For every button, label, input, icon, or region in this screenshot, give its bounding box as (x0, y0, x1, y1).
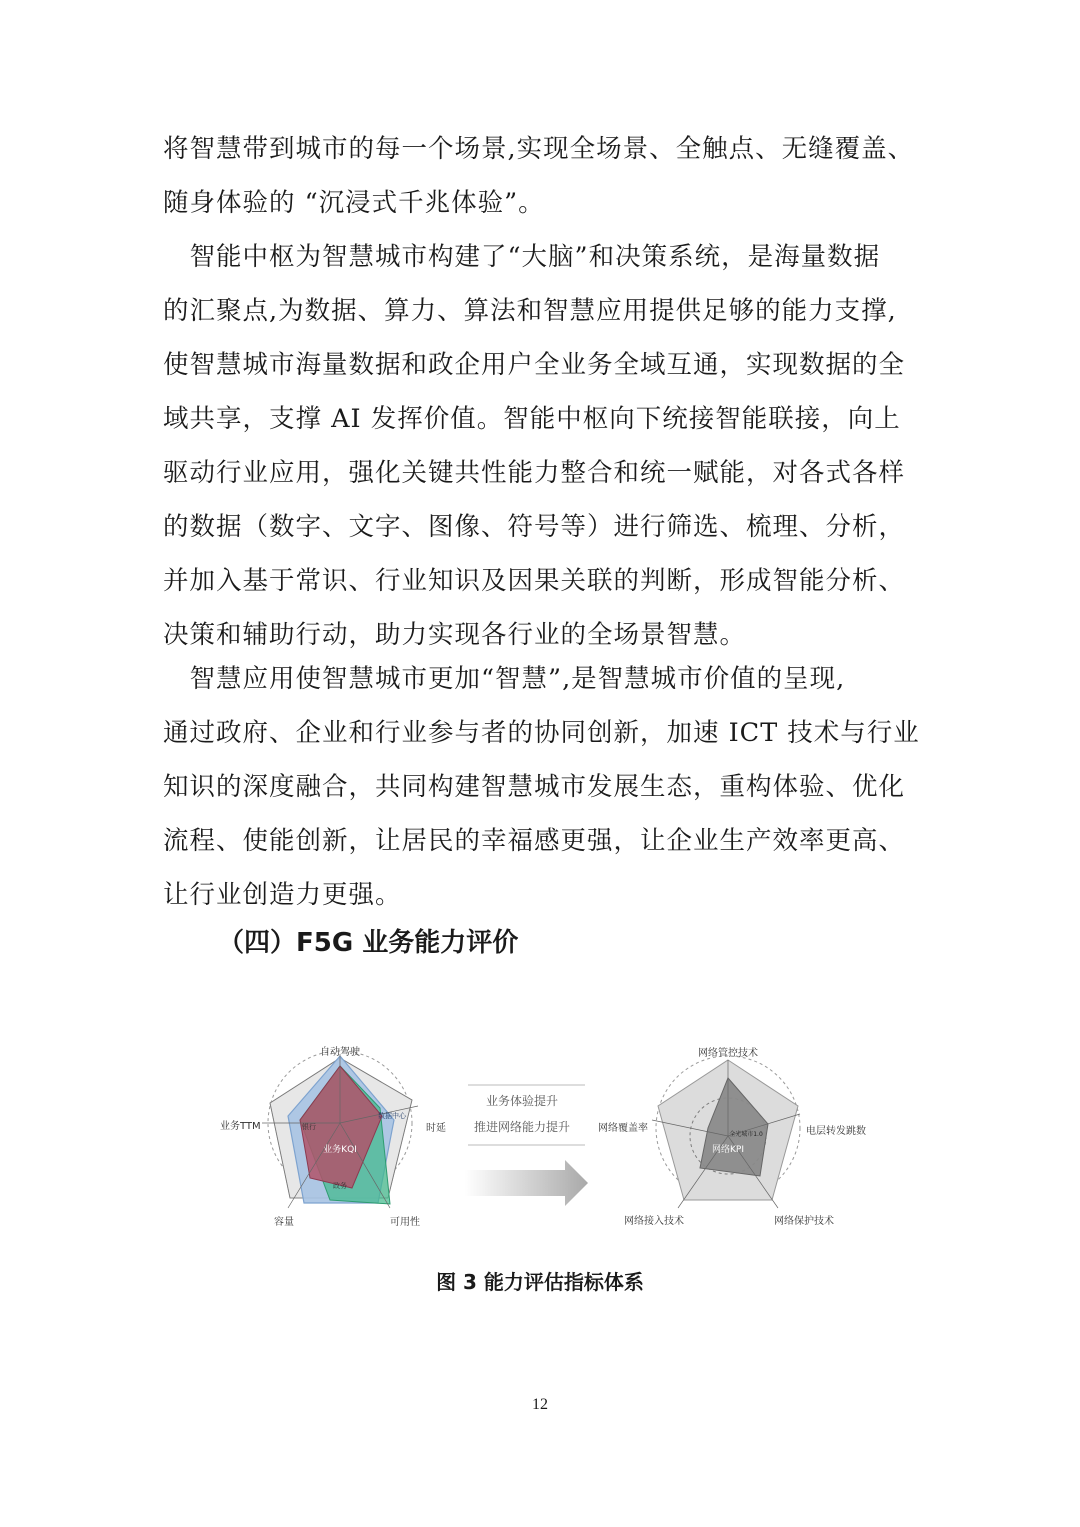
axis-label-coverage: 网络覆盖率 (598, 1123, 648, 1134)
text-line: 随身体验的 “沉浸式千兆体验”。 (163, 188, 545, 218)
text-line: 让行业创造力更强。 (163, 880, 402, 910)
text-line: 驱动行业应用，强化关键共性能力整合和统一赋能，对各式各样 (163, 458, 906, 488)
axis-label-network-control: 网络管控技术 (698, 1048, 758, 1059)
text-line: 的汇聚点,为数据、算力、算法和智慧应用提供足够的能力支撑, (163, 296, 897, 326)
paragraph-1 (163, 122, 923, 230)
text-line: 域共享，支撑 AI 发挥价值。智能中枢向下统接智能联接，向上 (163, 404, 901, 434)
text-line: 智能中枢为智慧城市构建了“大脑”和决策系统，是海量数据 (163, 242, 881, 272)
text-line: 知识的深度融合，共同构建智慧城市发展生态，重构体验、优化 (163, 772, 906, 802)
section-heading: （四）F5G 业务能力评价 (218, 928, 519, 958)
axis-label-business-ttm: 业务TTM (220, 1121, 261, 1132)
axis-label-network-protection: 网络保护技术 (774, 1216, 834, 1227)
center-label-kpi: 网络KPI (712, 1145, 744, 1155)
series-label-government: 政务 (333, 1182, 347, 1190)
text-line: 智慧应用使智慧城市更加“智慧”,是智慧城市价值的呈现, (163, 664, 846, 694)
figure-caption: 图 3 能力评估指标体系 (436, 1270, 644, 1294)
axis-label-availability: 可用性 (390, 1217, 420, 1228)
text-line: 决策和辅助行动，助力实现各行业的全场景智慧。 (163, 620, 747, 650)
axis-label-network-access: 网络接入技术 (624, 1216, 684, 1227)
paragraph-2 (163, 230, 923, 662)
capability-figure (200, 1028, 900, 1248)
axis-label-latency: 时延 (426, 1123, 446, 1134)
text-line: 使智慧城市海量数据和政企用户全业务全域互通，实现数据的全 (163, 350, 906, 380)
center-label-kqi: 业务KQI (323, 1145, 357, 1155)
axis-label-autonomous-driving: 自动驾驶 (320, 1047, 360, 1058)
text-line: 并加入基于常识、行业知识及因果关联的判断，形成智能分析、 (163, 566, 906, 596)
transition-arrow (465, 1085, 588, 1206)
text-line: 流程、使能创新，让居民的幸福感更强，让企业生产效率更高、 (163, 826, 906, 856)
paragraph-3 (163, 652, 923, 922)
axis-label-capacity: 容量 (274, 1217, 294, 1228)
axis-label-hop-count: 电层转发跳数 (806, 1126, 866, 1137)
page-number: 12 (532, 1396, 548, 1413)
arrow-text-experience: 业务体验提升 (485, 1094, 559, 1108)
arrow-text-network: 推进网络能力提升 (473, 1120, 571, 1134)
figure-svg (200, 1028, 900, 1248)
text-line: 将智慧带到城市的每一个场景,实现全场景、全触点、无缝覆盖、 (163, 134, 915, 164)
left-radar-chart (220, 1045, 446, 1228)
right-radar-chart (598, 1046, 866, 1227)
arrow-shape (465, 1160, 588, 1206)
text-line: 通过政府、企业和行业参与者的协同创新，加速 ICT 技术与行业 (163, 718, 920, 748)
series-label-bank: 银行 (302, 1123, 316, 1131)
series-label-datacenter: 数据中心 (378, 1112, 406, 1120)
text-line: 的数据（数字、文字、图像、符号等）进行筛选、梳理、分析， (163, 512, 906, 542)
inner-label-all-optical-city: 全光城市1.0 (729, 1131, 763, 1138)
